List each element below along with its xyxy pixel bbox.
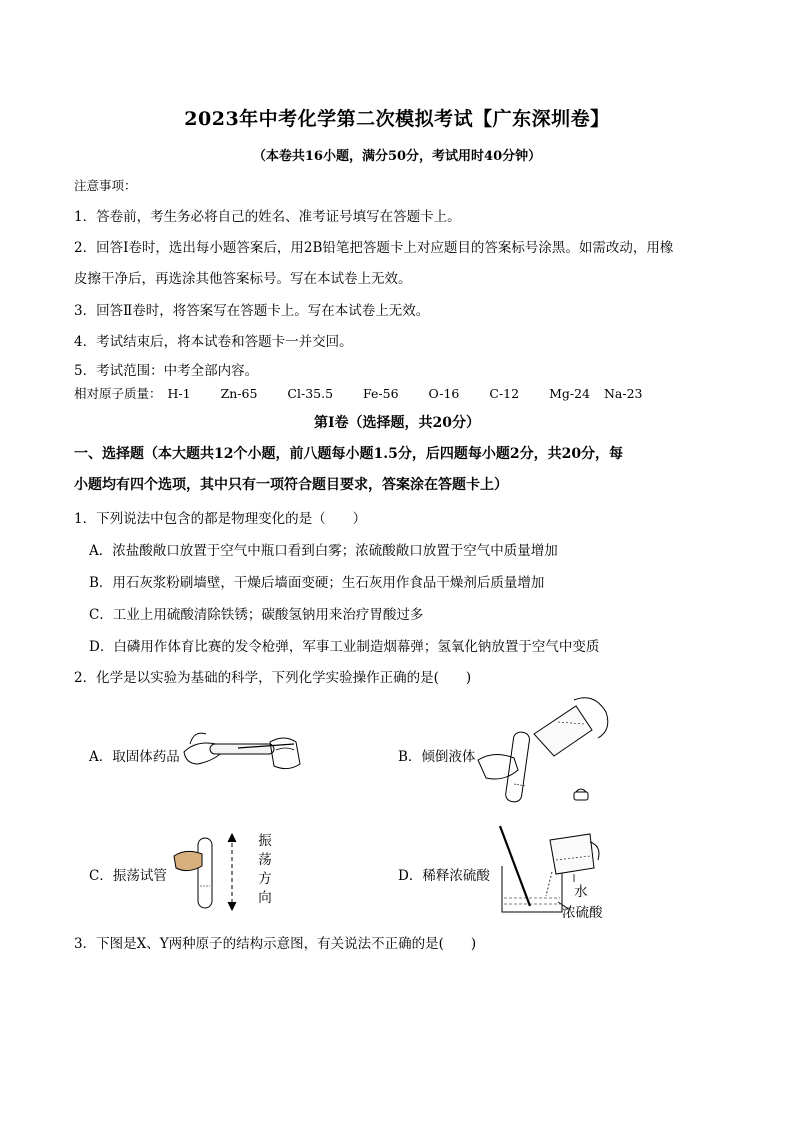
atomic-mass-row [74,384,669,402]
atomic-mass-label: 相对原子质量： [74,386,162,401]
shake-direction-label: 振 荡 方 向 [258,833,272,906]
q2-stem: 2．化学是以实验为基础的科学，下列化学实验操作正确的是( ) [74,670,472,686]
note-item-5: 5．考试范围：中考全部内容。 [74,363,259,379]
atomic-mass-zn: Zn-65 [220,386,258,401]
atomic-mass-o: O-16 [428,386,460,401]
atomic-mass-h: H-1 [167,386,191,401]
page-title: 2023年中考化学第二次模拟考试【广东深圳卷】 [184,108,610,130]
q2-figure-a-take-solid [176,720,306,780]
note-item-4: 4．考试结束后，将本试卷和答题卡一并交回。 [74,334,353,350]
note-item-1: 1．答卷前，考生务必将自己的姓名、准考证号填写在答题卡上。 [74,209,461,225]
q2-option-d[interactable]: D．稀释浓硫酸 [398,868,490,884]
q3-stem: 3．下图是X、Y两种原子的结构示意图，有关说法不正确的是( ) [74,936,477,952]
section1-line-2: 小题均有四个选项，其中只有一项符合题目要求，答案涂在答题卡上） [74,477,508,493]
part1-heading: 第Ⅰ卷（选择题，共20分） [313,415,481,431]
atomic-mass-fe: Fe-56 [363,386,399,401]
label-water: 水 [574,884,588,900]
page-subtitle: （本卷共16小题，满分50分，考试用时40分钟） [252,149,542,164]
q2-option-a[interactable]: A．取固体药品 [89,749,180,765]
note-item-2-line-1: 2．回答Ⅰ卷时，选出每小题答案后，用2B铅笔把答题卡上对应题目的答案标号涂黑。如需改动，用橡 [74,240,674,256]
q1-option-d[interactable]: D．白磷用作体育比赛的发令枪弹，军事工业制造烟幕弹；氢氧化钠放置于空气中变质 [89,639,600,655]
atomic-mass-mg: Mg-24 [549,386,590,401]
q1-option-a[interactable]: A．浓盐酸敞口放置于空气中瓶口看到白雾；浓硫酸敞口放置于空气中质量增加 [89,543,558,559]
note-item-3: 3．回答Ⅱ卷时，将答案写在答题卡上。写在本试卷上无效。 [74,303,430,319]
note-item-2-line-2: 皮擦干净后，再选涂其他答案标号。写在本试卷上无效。 [74,271,412,287]
q1-option-b[interactable]: B．用石灰浆粉刷墙壁，干燥后墙面变硬；生石灰用作食品干燥剂后质量增加 [89,575,545,591]
atomic-mass-cl: Cl-35.5 [287,386,334,401]
q2-figure-c-shake-tube [172,834,242,914]
q1-stem: 1．下列说法中包含的都是物理变化的是（ ） [74,511,367,527]
notes-heading: 注意事项： [74,178,137,193]
q2-figure-b-pour-liquid [474,694,614,814]
label-concentrated-acid: 浓硫酸 [562,905,603,921]
q1-option-c[interactable]: C．工业上用硫酸清除铁锈；碳酸氢钠用来治疗胃酸过多 [89,607,424,623]
q2-option-b[interactable]: B．倾倒液体 [398,749,476,765]
section1-line-1: 一、选择题（本大题共12个小题，前八题每小题1.5分，后四题每小题2分，共20分，每 [74,446,624,462]
atomic-mass-na: Na-23 [603,386,643,401]
atomic-mass-c: C-12 [489,386,520,401]
q2-option-c[interactable]: C．振荡试管 [89,868,167,884]
